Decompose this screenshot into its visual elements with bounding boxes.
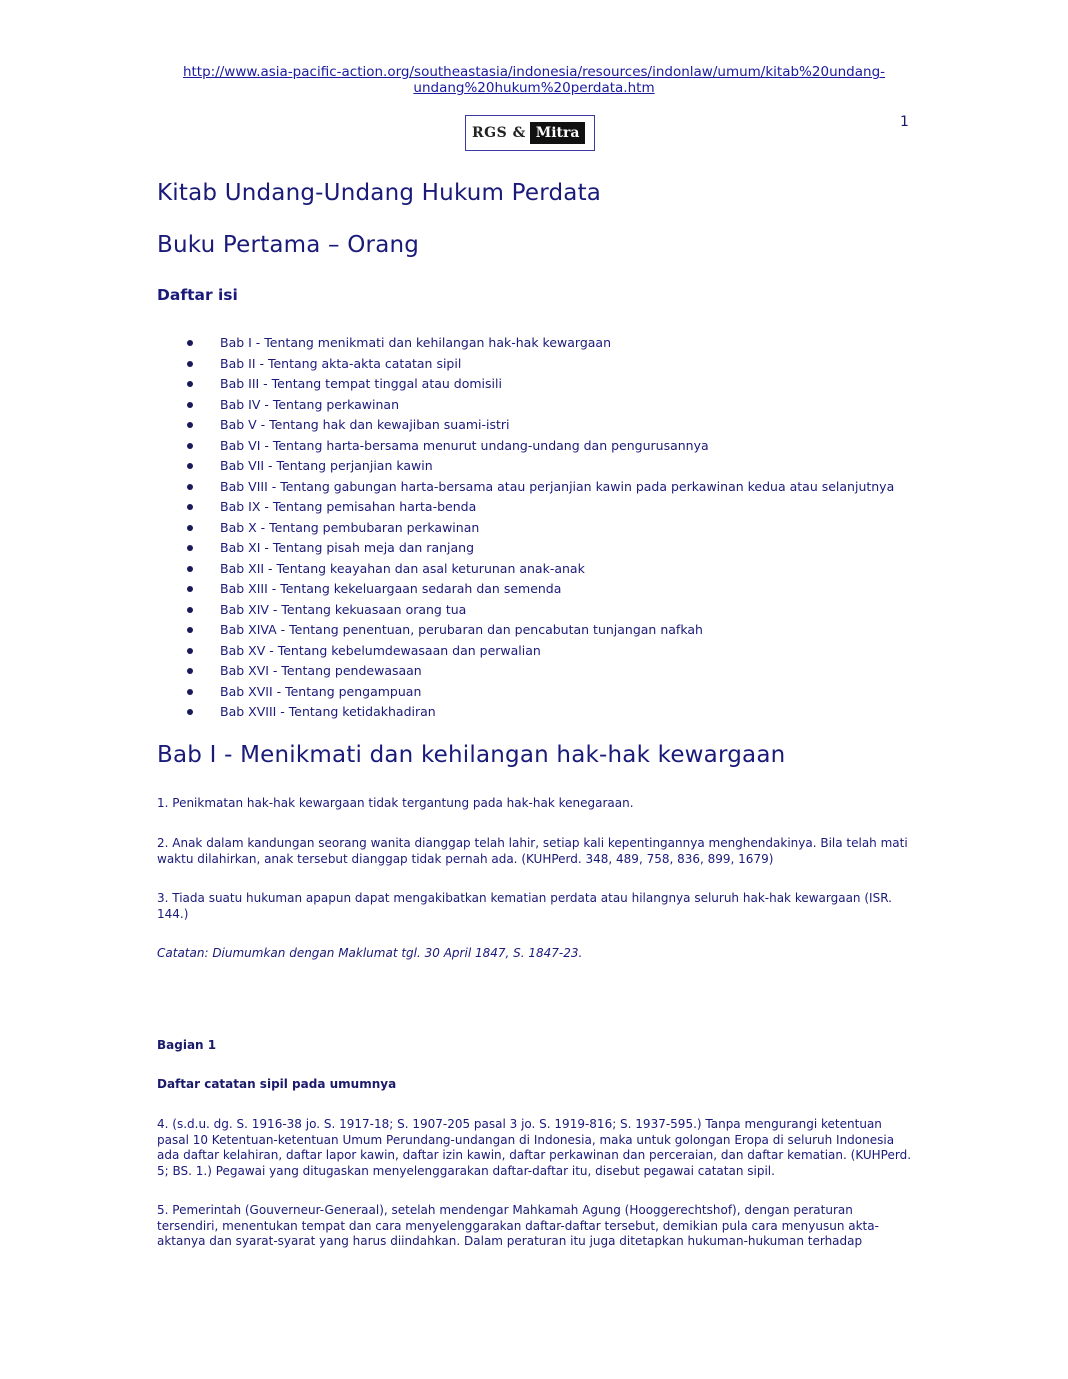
rgs-mitra-logo [465, 115, 595, 151]
bullet-icon [187, 627, 193, 633]
toc-item[interactable] [187, 477, 894, 498]
bullet-icon [187, 484, 193, 490]
bullet-icon [187, 361, 193, 367]
bullet-icon [187, 648, 193, 654]
bullet-icon [187, 545, 193, 551]
article-5: 5. Pemerintah (Gouverneur-Generaal), setelah mendengar Mahkamah Agung (Hooggerechtshof), dengan peraturan tersendiri, menentukan tempat dan cara menyelenggarakan daftar-daftar tersebut, demikian pula cara menyusun akta-aktanya dan syarat-syarat yang harus diindahkan. Dalam peraturan itu juga ditetapkan hukuman-hukuman terhadap [157, 1203, 879, 1248]
toc-item-label: Bab XI - Tentang pisah meja dan ranjang [220, 540, 475, 555]
toc-item[interactable] [187, 682, 894, 703]
bullet-icon [187, 709, 193, 715]
toc-item-label: Bab XIII - Tentang kekeluargaan sedarah dan semenda [220, 581, 562, 596]
toc-item-label: Bab V - Tentang hak dan kewajiban suami-istri [220, 417, 510, 432]
toc-item[interactable] [187, 497, 894, 518]
article-1: 1. Penikmatan hak-hak kewargaan tidak tergantung pada hak-hak kenegaraan. [157, 796, 634, 810]
toc-item[interactable] [187, 559, 894, 580]
toc-item[interactable] [187, 456, 894, 477]
note: Catatan: Diumumkan dengan Maklumat tgl. 30 April 1847, S. 1847-23. [157, 946, 583, 960]
bullet-icon [187, 381, 193, 387]
toc-item[interactable] [187, 661, 894, 682]
toc-item-label: Bab XVII - Tentang pengampuan [220, 683, 422, 699]
toc-item-label: Bab XV - Tentang kebelumdewasaan dan perwalian [220, 642, 541, 658]
bullet-icon [187, 402, 193, 408]
toc-item[interactable] [187, 374, 894, 395]
bullet-icon [187, 504, 193, 510]
page-number: 1 [900, 114, 909, 130]
bullet-icon [187, 443, 193, 449]
toc-item[interactable] [187, 579, 894, 600]
toc-item[interactable] [187, 395, 894, 416]
bullet-icon [187, 668, 193, 674]
bullet-icon [187, 525, 193, 531]
toc-item[interactable] [187, 538, 894, 559]
table-of-contents [187, 333, 894, 723]
toc-item-label: Bab XII - Tentang keayahan dan asal keturunan anak-anak [220, 560, 585, 576]
toc-item[interactable] [187, 641, 894, 662]
toc-item-label: Bab IX - Tentang pemisahan harta-benda [220, 499, 477, 514]
toc-item[interactable] [187, 333, 894, 354]
book-title: Buku Pertama – Orang [157, 232, 420, 258]
section-label: Bagian 1 [157, 1038, 217, 1052]
toc-item-label: Bab VII - Tentang perjanjian kawin [220, 458, 433, 473]
toc-item-label: Bab XIVA - Tentang penentuan, perubaran dan pencabutan tunjangan nafkah [220, 622, 703, 637]
toc-heading: Daftar isi [157, 286, 238, 304]
toc-item-label: Bab I - Tentang menikmati dan kehilangan hak-hak kewargaan [220, 335, 611, 350]
article-3: 3. Tiada suatu hukuman apapun dapat mengakibatkan kematian perdata atau hilangnya seluruh hak-hak kewargaan (ISR. 144.) [157, 891, 892, 921]
toc-item-label: Bab X - Tentang pembubaran perkawinan [220, 519, 480, 535]
toc-item[interactable] [187, 436, 894, 457]
document-title: Kitab Undang-Undang Hukum Perdata [157, 180, 602, 206]
toc-item[interactable] [187, 415, 894, 436]
toc-item-label: Bab XIV - Tentang kekuasaan orang tua [220, 601, 467, 617]
bullet-icon [187, 422, 193, 428]
toc-item[interactable] [187, 702, 894, 723]
toc-item-label: Bab IV - Tentang perkawinan [220, 396, 399, 412]
bullet-icon [187, 340, 193, 346]
toc-item[interactable] [187, 600, 894, 621]
bullet-icon [187, 607, 193, 613]
toc-item[interactable] [187, 518, 894, 539]
toc-item[interactable] [187, 354, 894, 375]
chapter-heading: Bab I - Menikmati dan kehilangan hak-hak kewargaan [157, 742, 786, 768]
bullet-icon [187, 463, 193, 469]
toc-item-label: Bab XVI - Tentang pendewasaan [220, 663, 422, 678]
logo-text-left: RGS & [472, 125, 526, 141]
article-2: 2. Anak dalam kandungan seorang wanita dianggap telah lahir, setiap kali kepentingannya menghendakinya. Bila telah mati waktu dilahirkan, anak tersebut dianggap tidak pernah ada. (KUHPerd. 348, 489, 758, 836, 899, 1679) [157, 836, 908, 866]
toc-item-label: Bab XVIII - Tentang ketidakhadiran [220, 704, 436, 719]
bullet-icon [187, 689, 193, 695]
article-4: 4. (s.d.u. dg. S. 1916-38 jo. S. 1917-18; S. 1907-205 pasal 3 jo. S. 1919-816; S. 1937-595.) Tanpa mengurangi ketentuan pasal 10 Ketentuan-ketentuan Umum Perundang-undangan di Indonesia, maka untuk golongan Eropa di seluruh Indonesia ada daftar kelahiran, daftar lapor kawin, daftar izin kawin, daftar perkawinan dan perceraian, dan daftar kematian. (KUHPerd. 5; BS. 1.) Pegawai yang ditugaskan menyelenggarakan daftar-daftar itu, disebut pegawai catatan sipil. [157, 1117, 912, 1178]
toc-item-label: Bab II - Tentang akta-akta catatan sipil [220, 355, 462, 371]
toc-item-label: Bab VIII - Tentang gabungan harta-bersama atau perjanjian kawin pada perkawinan kedua atau selanjutnya [220, 478, 895, 494]
toc-item-label: Bab VI - Tentang harta-bersama menurut undang-undang dan pengurusannya [220, 437, 709, 453]
bullet-icon [187, 586, 193, 592]
logo-text-right: Mitra [530, 122, 586, 144]
source-url-link[interactable]: http://www.asia-pacific-action.org/southeastasia/indonesia/resources/indonlaw/umum/kitab%20undang-undang%20hukum%20perdata.htm [182, 64, 886, 96]
toc-item[interactable] [187, 620, 894, 641]
section-title: Daftar catatan sipil pada umumnya [157, 1077, 397, 1091]
bullet-icon [187, 566, 193, 572]
toc-item-label: Bab III - Tentang tempat tinggal atau domisili [220, 376, 502, 391]
